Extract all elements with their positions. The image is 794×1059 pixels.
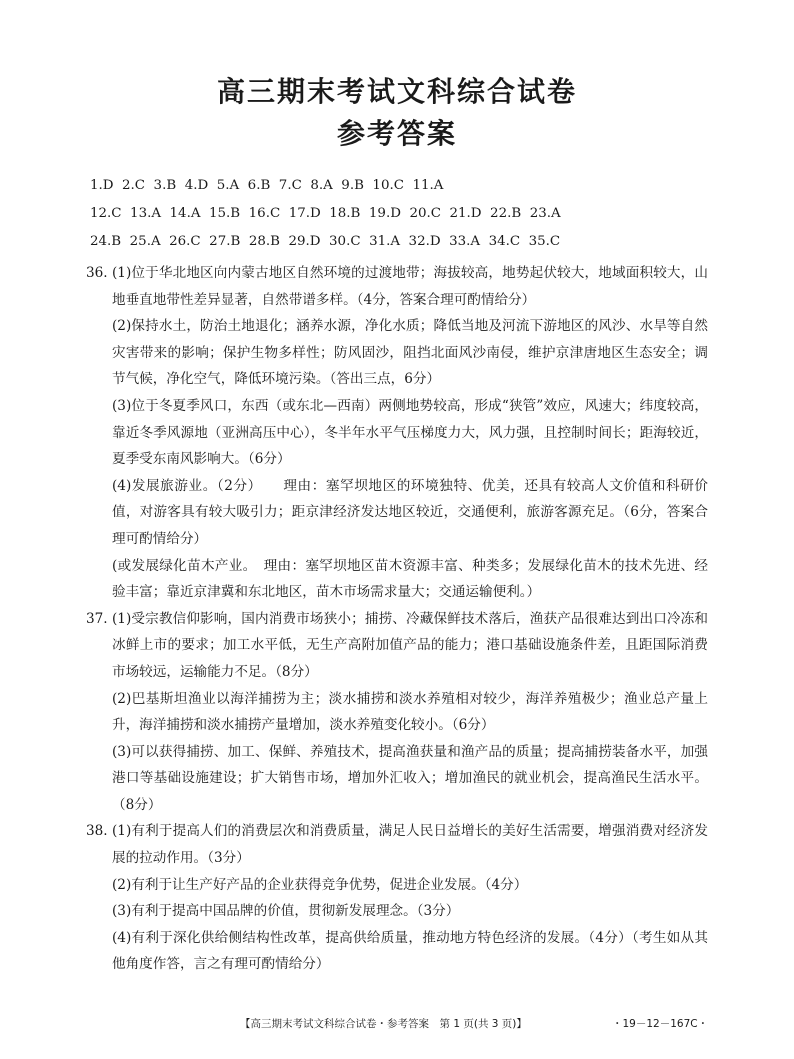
document-title: 高三期末考试文科综合试卷 <box>216 75 577 108</box>
question-number: 38. <box>86 823 108 840</box>
answer-paragraph: (2)有利于让生产好产品的企业获得竞争优势，促进企业发展。（4分） <box>112 876 528 893</box>
answer-paragraph: (3)有利于提高中国品牌的价值，贯彻新发展理念。（3分） <box>112 903 460 920</box>
question-number: 36. <box>86 265 108 281</box>
answer-paragraph: (2)巴基斯坦渔业以海洋捕捞为主；淡水捕捞和淡水养殖相对较少，海洋养殖极少；渔业总产量上升，海洋捕捞和淡水捕捞产量增加，淡水养殖变化较小。（6分） <box>112 690 708 734</box>
document-subtitle: 参考答案 <box>336 117 457 150</box>
question-36 <box>86 260 708 606</box>
answer-paragraph: (4)发展旅游业。（2分） 理由：塞罕坝地区的环境独特、优美，还具有较高人文价值和科研价值，对游客具有较大吸引力；距京津经济发达地区较近，交通便利，旅游客源充足。（6分，答案合理可酌情给分） <box>112 477 708 547</box>
choice-answers-row-3: 24.B 25.A 26.C 27.B 28.B 29.D 30.C 31.A 32.D 33.A 34.C 35.C <box>90 234 561 249</box>
answer-paragraph: (1)有利于提高人们的消费层次和消费质量，满足人民日益增长的美好生活需要，增强消费对经济发展的拉动作用。（3分） <box>112 823 708 867</box>
answer-body <box>86 260 708 978</box>
question-number: 37. <box>86 610 108 627</box>
footer-page-info: 【高三期末考试文科综合试卷・参考答案 第 1 页(共 3 页)】 <box>240 1018 527 1030</box>
footer-code: ・19－12－167C・ <box>612 1018 709 1030</box>
answer-paragraph: (3)位于冬夏季风口，东西（或东北—西南）两侧地势较高，形成“狭管”效应，风速大；纬度较高，靠近冬季风源地（亚洲高压中心），冬半年水平气压梯度力大，风力强，且控制时间长；距海较近，夏季受东南风影响大。（6分） <box>112 397 708 468</box>
answer-paragraph: (2)保持水土，防治土地退化；涵养水源，净化水质；降低当地及河流下游地区的风沙、水旱等自然灾害带来的影响；保护生物多样性；防风固沙，阻挡北面风沙南侵，维护京津唐地区生态安全；调节气候，净化空气，降低环境污染。（答出三点，6分） <box>112 318 708 388</box>
question-37 <box>86 606 708 819</box>
question-38 <box>86 818 708 978</box>
answer-paragraph: (或发展绿化苗木产业。 理由：塞罕坝地区苗木资源丰富、种类多；发展绿化苗木的技术先进、经验丰富；靠近京津冀和东北地区，苗木市场需求量大；交通运输便利。） <box>112 557 708 601</box>
answer-paragraph: (1)受宗教信仰影响，国内消费市场狭小；捕捞、冷藏保鲜技术落后，渔获产品很难达到出口冷冻和冰鲜上市的要求；加工水平低，无生产高附加值产品的能力；港口基础设施条件差，且距国际消费市场较远，运输能力不足。（8分） <box>112 610 708 680</box>
answer-paragraph: (1)位于华北地区向内蒙古地区自然环境的过渡地带；海拔较高，地势起伏较大，地域面积较大，山地垂直地带性差异显著，自然带谱多样。（4分，答案合理可酌情给分） <box>112 265 708 308</box>
answer-paragraph: (4)有利于深化供给侧结构性改革，提高供给质量，推动地方特色经济的发展。（4分）（考生如从其他角度作答，言之有理可酌情给分） <box>112 929 708 973</box>
answer-paragraph: (3)可以获得捕捞、加工、保鲜、养殖技术，提高渔获量和渔产品的质量；提高捕捞装备水平，加强港口等基础设施建设；扩大销售市场，增加外汇收入；增加渔民的就业机会，提高渔民生活水平。（8分） <box>112 743 708 813</box>
choice-answers-row-1: 1.D 2.C 3.B 4.D 5.A 6.B 7.C 8.A 9.B 10.C 11.A <box>90 178 444 193</box>
choice-answers-row-2: 12.C 13.A 14.A 15.B 16.C 17.D 18.B 19.D 20.C 21.D 22.B 23.A <box>90 206 561 221</box>
